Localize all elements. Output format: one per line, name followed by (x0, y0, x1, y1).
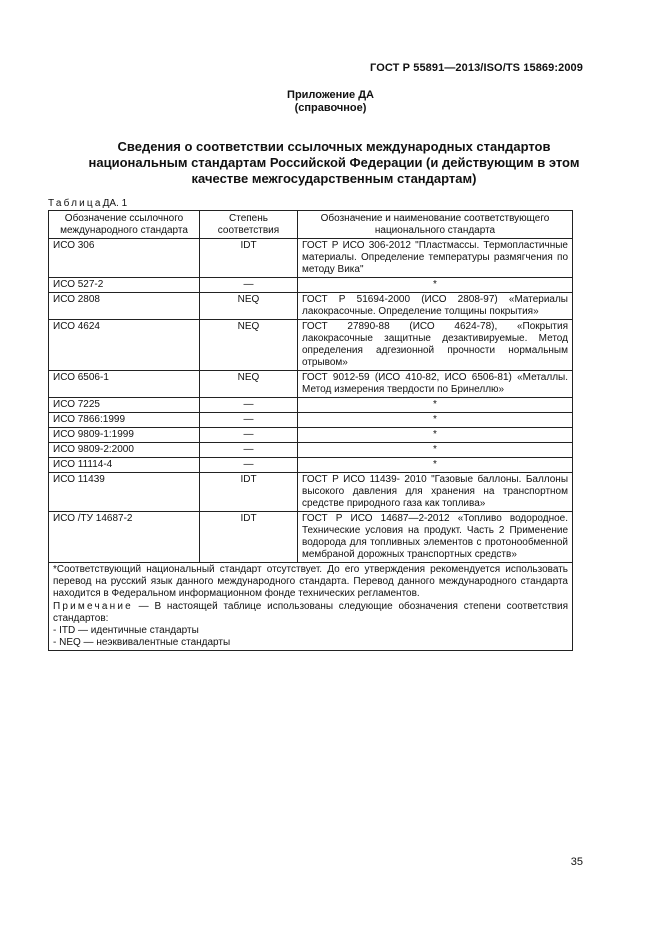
table-row (49, 428, 573, 443)
cell-degree: IDT (200, 239, 298, 278)
cell-degree: IDT (200, 473, 298, 512)
cell-international-standard: ИСО 527-2 (49, 278, 200, 293)
table-caption-id: ДА. 1 (102, 198, 128, 209)
table-row (49, 398, 573, 413)
cell-degree: — (200, 398, 298, 413)
footnote-text: *Соответствующий национальный стандарт отсутствует. До его утверждения рекомендуется использовать перевод на русский язык данного международного стандарта. Перевод данного международного стандарта находится в Федеральном информационном фонде технических регламентов. (53, 564, 568, 599)
table-header-row (49, 211, 573, 239)
cell-international-standard: ИСО 9809-1:1999 (49, 428, 200, 443)
note-line (53, 601, 568, 625)
table-row (49, 239, 573, 278)
cell-international-standard: ИСО 7225 (49, 398, 200, 413)
appendix-subtitle: (справочное) (294, 102, 367, 114)
table-row (49, 443, 573, 458)
note-item: - NEQ — неэквивалентные стандарты (53, 637, 231, 648)
cell-degree: NEQ (200, 293, 298, 320)
cell-national-standard: ГОСТ Р 51694-2000 (ИСО 2808-97) «Материалы лакокрасочные. Определение толщины покрытия» (298, 293, 573, 320)
appendix-block (0, 89, 661, 115)
cell-international-standard: ИСО 9809-2:2000 (49, 443, 200, 458)
cell-international-standard: ИСО 6506-1 (49, 371, 200, 398)
table-caption-prefix: Таблица (48, 198, 103, 209)
column-header-international: Обозначение ссылочного международного стандарта (49, 211, 200, 239)
column-header-national: Обозначение и наименование соответствующего национального стандарта (298, 211, 573, 239)
cell-national-standard: * (298, 443, 573, 458)
document-code: ГОСТ Р 55891—2013/ISO/TS 15869:2009 (370, 62, 583, 74)
column-header-degree: Степень соответствия (200, 211, 298, 239)
cell-national-standard: * (298, 278, 573, 293)
heading-line-3: качестве межгосударственным стандартам) (191, 171, 477, 186)
cell-degree: — (200, 428, 298, 443)
cell-international-standard: ИСО 7866:1999 (49, 413, 200, 428)
table-row (49, 458, 573, 473)
table-row (49, 413, 573, 428)
appendix-title: Приложение ДА (287, 89, 374, 101)
cell-international-standard: ИСО 4624 (49, 320, 200, 371)
table-footnote-row (49, 563, 573, 651)
note-item: - ITD — идентичные стандарты (53, 625, 199, 636)
cell-international-standard: ИСО 2808 (49, 293, 200, 320)
cell-degree: NEQ (200, 320, 298, 371)
table-row (49, 473, 573, 512)
heading-line-1: Сведения о соответствии ссылочных международных стандартов (117, 139, 551, 154)
cell-national-standard: * (298, 413, 573, 428)
cell-degree: — (200, 458, 298, 473)
heading-line-2: национальным стандартам Российской Федерации (и действующим в этом (88, 155, 580, 170)
standards-table (48, 210, 573, 651)
table-caption (48, 198, 127, 209)
table-row (49, 278, 573, 293)
cell-international-standard: ИСО 11439 (49, 473, 200, 512)
cell-international-standard: ИСО /ТУ 14687-2 (49, 512, 200, 563)
cell-degree: NEQ (200, 371, 298, 398)
cell-national-standard: ГОСТ 9012-59 (ИСО 410-82, ИСО 6506-81) «Металлы. Метод измерения твердости по Бринеллю» (298, 371, 573, 398)
cell-degree: — (200, 443, 298, 458)
cell-international-standard: ИСО 11114-4 (49, 458, 200, 473)
note-text: — В настоящей таблице использованы следующие обозначения степени соответствия стандартов: (53, 601, 568, 624)
table-row (49, 371, 573, 398)
cell-national-standard: ГОСТ Р ИСО 306-2012 "Пластмассы. Термопластичные материалы. Определение температуры размягчения по методу Вика" (298, 239, 573, 278)
cell-national-standard: * (298, 428, 573, 443)
cell-national-standard: ГОСТ Р ИСО 14687—2-2012 «Топливо водородное. Технические условия на продукт. Часть 2 Применение водорода для топливных элементов с протонообменной мембраной дорожных транспортных средств» (298, 512, 573, 563)
table-footnote-cell (49, 563, 573, 651)
section-heading (48, 139, 620, 187)
cell-international-standard: ИСО 306 (49, 239, 200, 278)
cell-degree: IDT (200, 512, 298, 563)
cell-national-standard: ГОСТ 27890-88 (ИСО 4624-78), «Покрытия лакокрасочные защитные дезактивируемые. Метод определения адгезионной прочности нормальным отрывом» (298, 320, 573, 371)
cell-national-standard: ГОСТ Р ИСО 11439- 2010 "Газовые баллоны. Баллоны высокого давления для хранения на транспортном средстве природного газа как топлива» (298, 473, 573, 512)
note-prefix: Примечание (53, 601, 133, 612)
table-row (49, 293, 573, 320)
cell-national-standard: * (298, 458, 573, 473)
cell-national-standard: * (298, 398, 573, 413)
cell-degree: — (200, 278, 298, 293)
page-number: 35 (570, 856, 583, 868)
cell-degree: — (200, 413, 298, 428)
table-row (49, 320, 573, 371)
table-row (49, 512, 573, 563)
